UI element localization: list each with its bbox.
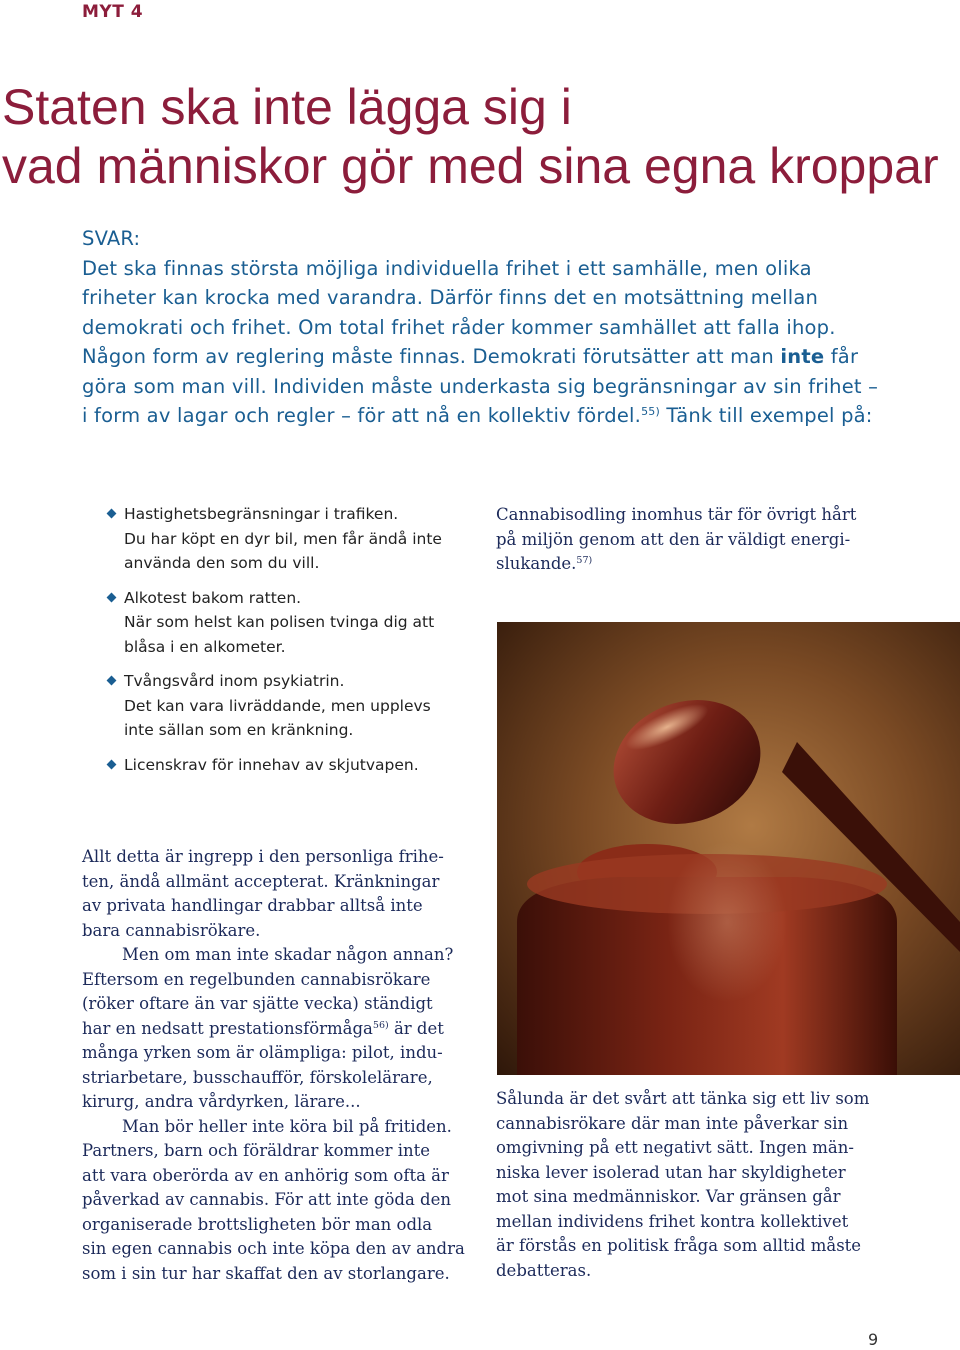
list-item: [107, 753, 487, 778]
page-title: [2, 78, 952, 196]
side-note-line: Cannabisodling inomhus tär för övrigt hårt: [496, 505, 857, 524]
body-line: Sålunda är det svårt att tänka sig ett liv som: [496, 1089, 870, 1108]
footnote-ref: 56): [372, 1019, 389, 1031]
diamond-bullet-icon: [107, 676, 117, 686]
list-item-heading: Tvångsvård inom psykiatrin.: [124, 672, 345, 690]
body-column-right: [496, 1087, 896, 1283]
title-line-2: vad människor gör med sina egna kroppar: [2, 138, 939, 194]
list-item-text: Det kan vara livräddande, men upplevs: [124, 696, 431, 715]
answer-text: i form av lagar och regler – för att nå en kollektiv fördel.: [82, 404, 642, 427]
body-line: Man bör heller inte köra bil på fritiden.: [122, 1116, 452, 1136]
body-line: som i sin tur har skaffat den av storlangare.: [82, 1263, 450, 1283]
body-line: av privata handlingar drabbar alltså inte: [82, 896, 423, 915]
footnote-ref: 57): [576, 555, 593, 566]
body-line: är förstås en politisk fråga som alltid måste: [496, 1236, 862, 1255]
page-number: 9: [868, 1330, 879, 1349]
body-text: har en nedsatt prestationsförmåga: [82, 1018, 373, 1038]
body-column-left: [82, 845, 482, 1286]
body-line: bara cannabisrökare.: [82, 920, 261, 940]
diamond-bullet-icon: [107, 759, 117, 769]
side-note-line: [496, 552, 896, 577]
list-item-heading: Alkotest bakom ratten.: [124, 588, 302, 607]
gavel-photo: [497, 622, 960, 1075]
answer-label: SVAR:: [82, 227, 141, 250]
body-line: debatteras.: [496, 1260, 592, 1280]
body-line: [82, 1017, 482, 1042]
list-item-text: använda den som du vill.: [124, 554, 320, 572]
answer-text: Tänk till exempel på:: [666, 404, 873, 427]
body-line: (röker oftare än var sjätte vecka) ständigt: [82, 994, 433, 1013]
list-item: [107, 586, 487, 660]
examples-list: [107, 502, 487, 787]
body-line: ten, ändå allmänt accepterat. Kränkningar: [82, 871, 440, 891]
body-line: att vara oberörda av en anhörig som ofta är: [82, 1165, 449, 1185]
diamond-bullet-icon: [107, 592, 117, 602]
body-line: mot sina medmänniskor. Var gränsen går: [496, 1187, 841, 1206]
body-line: sin egen cannabis och inte köpa den av andra: [82, 1239, 465, 1258]
footnote-ref: 55): [641, 405, 660, 418]
list-item: [107, 502, 487, 576]
answer-line: demokrati och frihet. Om total frihet råder kommer samhället att falla ihop.: [82, 315, 836, 339]
section-kicker: MYT 4: [82, 2, 144, 22]
body-line: cannabisrökare där man inte påverkar sin: [496, 1113, 849, 1133]
body-line: många yrken som är olämpliga: pilot, indu-: [82, 1043, 443, 1062]
body-line: mellan individens frihet kontra kollektivet: [496, 1211, 849, 1231]
answer-text: får: [830, 345, 859, 368]
list-item-heading: Hastighetsbegränsningar i trafiken.: [124, 505, 399, 523]
answer-text: Någon form av reglering måste finnas. Demokrati förutsätter att man: [82, 345, 774, 368]
list-item-text: Du har köpt en dyr bil, men får ändå inte: [124, 529, 442, 548]
body-line: påverkad av cannabis. För att inte göda den: [82, 1190, 451, 1209]
body-line: Partners, barn och föräldrar kommer inte: [82, 1141, 431, 1160]
list-item-text: blåsa i en alkometer.: [124, 637, 286, 656]
answer-line: Det ska finnas största möjliga individuella frihet i ett samhälle, men olika: [82, 256, 812, 280]
answer-line: friheter kan krocka med varandra. Därför finns det en motsättning mellan: [82, 286, 819, 309]
answer-line: [82, 342, 882, 372]
list-item-text: inte sällan som en kränkning.: [124, 721, 354, 739]
title-line-1: Staten ska inte lägga sig i: [2, 79, 572, 135]
answer-line: göra som man vill. Individen måste underkasta sig begränsningar av sin frihet –: [82, 374, 879, 398]
body-line: Men om man inte skadar någon annan?: [122, 945, 454, 964]
body-line: kirurg, andra vårdyrken, lärare...: [82, 1092, 361, 1111]
block-highlight: [667, 842, 787, 1002]
side-note-line: på miljön genom att den är väldigt energi-: [496, 529, 851, 549]
gavel-illustration: [497, 622, 960, 1075]
body-line: Allt detta är ingrepp i den personliga frihe-: [82, 847, 444, 866]
diamond-bullet-icon: [107, 509, 117, 519]
body-line: Eftersom en regelbunden cannabisrökare: [82, 969, 431, 989]
body-line: organiserade brottsligheten bör man odla: [82, 1214, 433, 1234]
body-line: striarbetare, busschaufför, förskolelärare,: [82, 1067, 433, 1087]
side-note-text: slukande.: [496, 554, 577, 573]
body-line: niska lever isolerad utan har skyldigheter: [496, 1162, 846, 1182]
answer-block: [82, 224, 882, 431]
list-item: [107, 669, 487, 743]
list-item-heading: Licenskrav för innehav av skjutvapen.: [124, 755, 419, 774]
answer-line: [82, 401, 882, 431]
body-line: omgivning på ett negativt sätt. Ingen män-: [496, 1138, 854, 1157]
list-item-text: När som helst kan polisen tvinga dig att: [124, 613, 435, 631]
answer-emphasis: inte: [780, 345, 825, 368]
side-note: [496, 503, 896, 577]
body-text: är det: [393, 1018, 444, 1038]
